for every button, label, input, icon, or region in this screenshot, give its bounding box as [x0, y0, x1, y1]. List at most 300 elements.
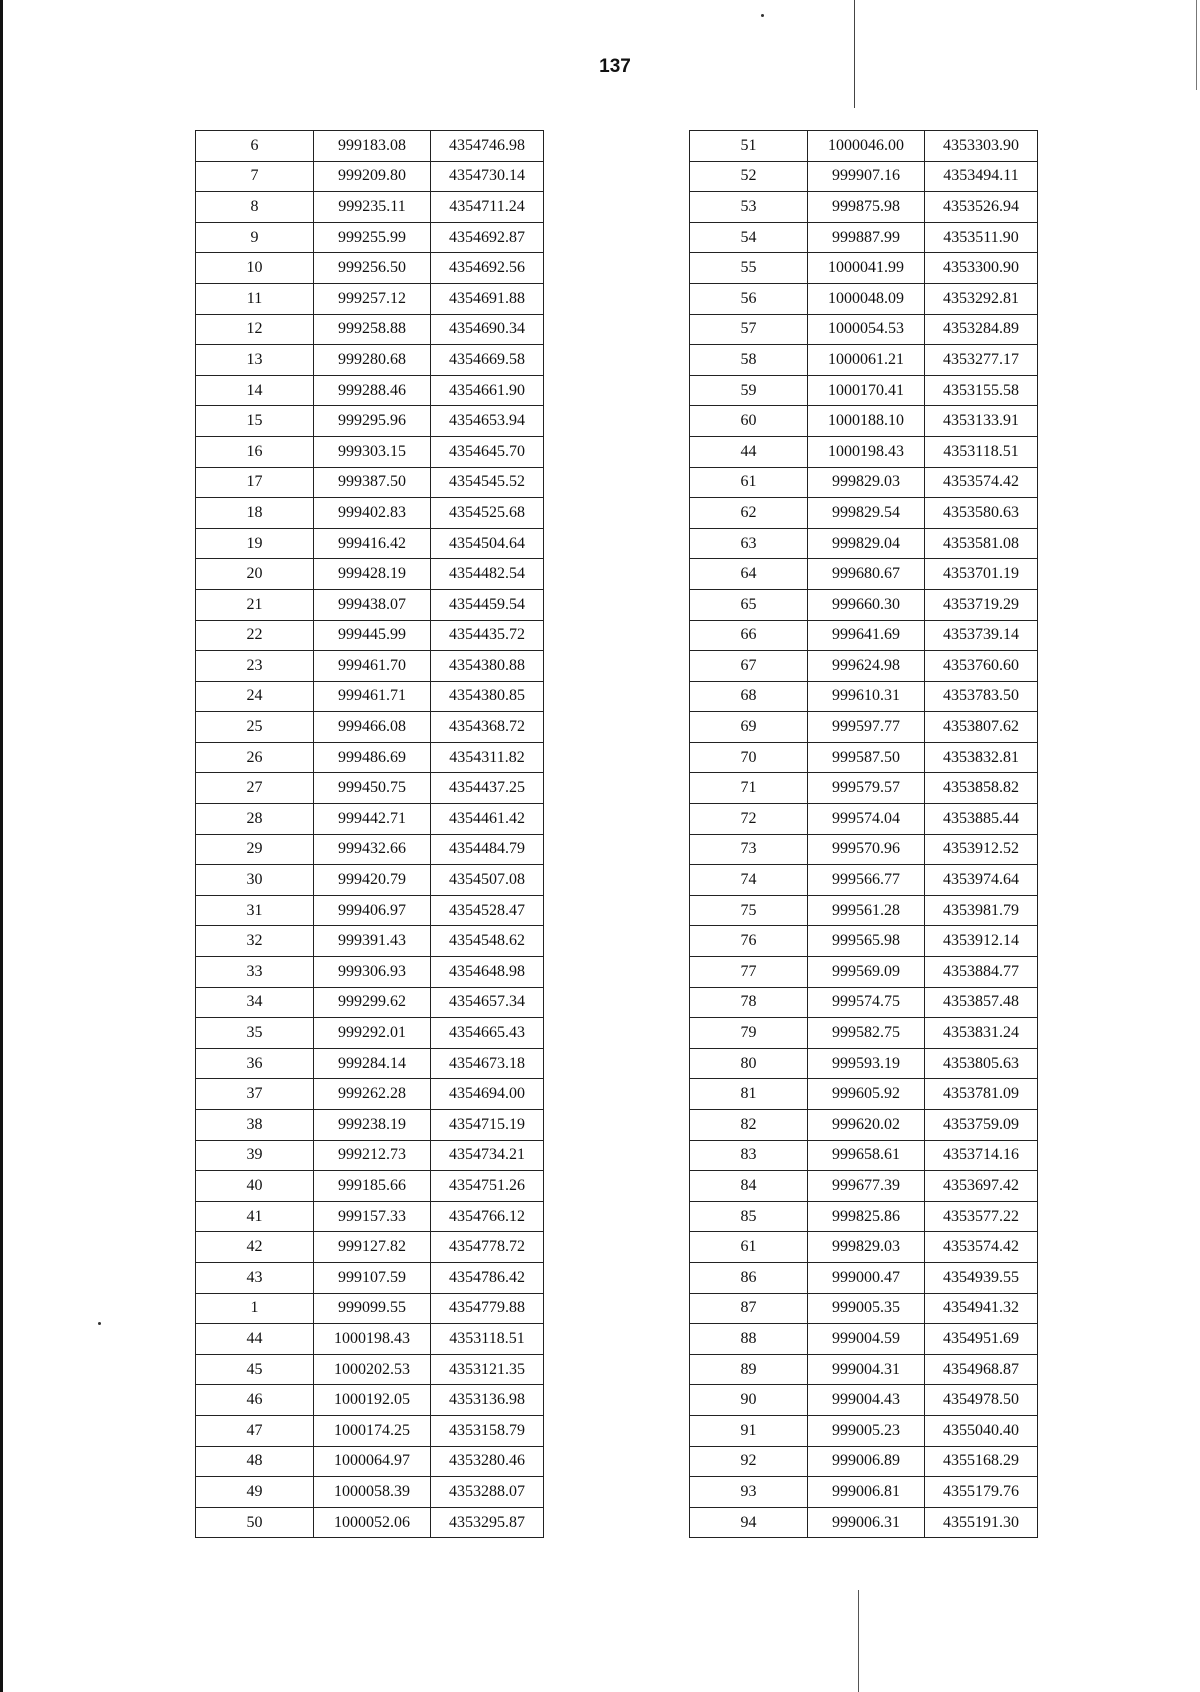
table-row	[690, 375, 1038, 406]
x-coordinate-cell: 999445.99	[314, 620, 431, 651]
x-coordinate-cell: 999256.50	[314, 253, 431, 284]
y-coordinate-cell: 4354648.98	[431, 957, 544, 988]
y-coordinate-cell: 4353912.52	[925, 834, 1038, 865]
y-coordinate-cell: 4353526.94	[925, 192, 1038, 223]
x-coordinate-cell: 999006.31	[808, 1507, 925, 1538]
y-coordinate-cell: 4353759.09	[925, 1110, 1038, 1141]
point-number-cell: 38	[196, 1110, 314, 1141]
point-number-cell: 49	[196, 1477, 314, 1508]
page-number: 137	[599, 56, 631, 77]
y-coordinate-cell: 4353884.77	[925, 957, 1038, 988]
y-coordinate-cell: 4354746.98	[431, 131, 544, 162]
table-row	[196, 345, 544, 376]
y-coordinate-cell: 4353295.87	[431, 1507, 544, 1538]
x-coordinate-cell: 999680.67	[808, 559, 925, 590]
point-number-cell: 68	[690, 681, 808, 712]
x-coordinate-cell: 999624.98	[808, 651, 925, 682]
table-row	[690, 131, 1038, 162]
table-row	[690, 804, 1038, 835]
scan-artifact-line	[1196, 0, 1197, 90]
x-coordinate-cell: 999257.12	[314, 283, 431, 314]
point-number-cell: 41	[196, 1201, 314, 1232]
table-row	[690, 681, 1038, 712]
x-coordinate-cell: 999825.86	[808, 1201, 925, 1232]
point-number-cell: 71	[690, 773, 808, 804]
x-coordinate-cell: 999006.89	[808, 1446, 925, 1477]
x-coordinate-cell: 999593.19	[808, 1048, 925, 1079]
y-coordinate-cell: 4353280.46	[431, 1446, 544, 1477]
x-coordinate-cell: 999461.71	[314, 681, 431, 712]
y-coordinate-cell: 4354653.94	[431, 406, 544, 437]
table-row	[196, 1018, 544, 1049]
x-coordinate-cell: 1000188.10	[808, 406, 925, 437]
y-coordinate-cell: 4353133.91	[925, 406, 1038, 437]
point-number-cell: 9	[196, 222, 314, 253]
point-number-cell: 37	[196, 1079, 314, 1110]
point-number-cell: 70	[690, 742, 808, 773]
table-row	[196, 865, 544, 896]
table-row	[690, 1201, 1038, 1232]
x-coordinate-cell: 999212.73	[314, 1140, 431, 1171]
x-coordinate-cell: 999235.11	[314, 192, 431, 223]
y-coordinate-cell: 4353697.42	[925, 1171, 1038, 1202]
x-coordinate-cell: 999432.66	[314, 834, 431, 865]
x-coordinate-cell: 1000046.00	[808, 131, 925, 162]
table-row	[690, 712, 1038, 743]
point-number-cell: 47	[196, 1415, 314, 1446]
point-number-cell: 34	[196, 987, 314, 1018]
y-coordinate-cell: 4354484.79	[431, 834, 544, 865]
table-row	[196, 1385, 544, 1416]
x-coordinate-cell: 999574.75	[808, 987, 925, 1018]
x-coordinate-cell: 999292.01	[314, 1018, 431, 1049]
table-row	[196, 1293, 544, 1324]
table-row	[690, 314, 1038, 345]
table-row	[196, 1354, 544, 1385]
x-coordinate-cell: 999099.55	[314, 1293, 431, 1324]
point-number-cell: 53	[690, 192, 808, 223]
table-row	[690, 834, 1038, 865]
table-row	[196, 436, 544, 467]
point-number-cell: 10	[196, 253, 314, 284]
coordinate-table-left-body	[196, 131, 544, 1538]
point-number-cell: 14	[196, 375, 314, 406]
point-number-cell: 8	[196, 192, 314, 223]
x-coordinate-cell: 999561.28	[808, 895, 925, 926]
x-coordinate-cell: 999183.08	[314, 131, 431, 162]
table-row	[196, 1446, 544, 1477]
table-row	[690, 406, 1038, 437]
x-coordinate-cell: 999579.57	[808, 773, 925, 804]
point-number-cell: 54	[690, 222, 808, 253]
point-number-cell: 11	[196, 283, 314, 314]
table-row	[196, 1232, 544, 1263]
y-coordinate-cell: 4354711.24	[431, 192, 544, 223]
x-coordinate-cell: 999565.98	[808, 926, 925, 957]
point-number-cell: 18	[196, 498, 314, 529]
x-coordinate-cell: 999875.98	[808, 192, 925, 223]
x-coordinate-cell: 1000048.09	[808, 283, 925, 314]
table-row	[690, 222, 1038, 253]
y-coordinate-cell: 4354978.50	[925, 1385, 1038, 1416]
point-number-cell: 29	[196, 834, 314, 865]
table-row	[690, 620, 1038, 651]
scan-edge-line	[0, 0, 3, 1692]
x-coordinate-cell: 999004.59	[808, 1324, 925, 1355]
y-coordinate-cell: 4354941.32	[925, 1293, 1038, 1324]
x-coordinate-cell: 999829.54	[808, 498, 925, 529]
point-number-cell: 17	[196, 467, 314, 498]
point-number-cell: 46	[196, 1385, 314, 1416]
y-coordinate-cell: 4354690.34	[431, 314, 544, 345]
table-row	[196, 957, 544, 988]
y-coordinate-cell: 4354461.42	[431, 804, 544, 835]
x-coordinate-cell: 999829.03	[808, 467, 925, 498]
x-coordinate-cell: 999000.47	[808, 1262, 925, 1293]
table-row	[690, 345, 1038, 376]
table-row	[690, 1048, 1038, 1079]
y-coordinate-cell: 4353574.42	[925, 467, 1038, 498]
table-row	[690, 1110, 1038, 1141]
point-number-cell: 66	[690, 620, 808, 651]
table-row	[690, 436, 1038, 467]
table-row	[690, 1446, 1038, 1477]
table-row	[196, 895, 544, 926]
point-number-cell: 62	[690, 498, 808, 529]
y-coordinate-cell: 4354778.72	[431, 1232, 544, 1263]
table-row	[690, 1354, 1038, 1385]
table-row	[196, 161, 544, 192]
x-coordinate-cell: 999004.43	[808, 1385, 925, 1416]
table-row	[196, 222, 544, 253]
table-row	[690, 895, 1038, 926]
y-coordinate-cell: 4354939.55	[925, 1262, 1038, 1293]
point-number-cell: 60	[690, 406, 808, 437]
x-coordinate-cell: 999620.02	[808, 1110, 925, 1141]
x-coordinate-cell: 999438.07	[314, 589, 431, 620]
x-coordinate-cell: 1000170.41	[808, 375, 925, 406]
table-row	[690, 192, 1038, 223]
scan-speck	[761, 14, 764, 17]
x-coordinate-cell: 999829.04	[808, 528, 925, 559]
x-coordinate-cell: 999255.99	[314, 222, 431, 253]
y-coordinate-cell: 4353494.11	[925, 161, 1038, 192]
y-coordinate-cell: 4353300.90	[925, 253, 1038, 284]
point-number-cell: 13	[196, 345, 314, 376]
table-row	[196, 742, 544, 773]
x-coordinate-cell: 999641.69	[808, 620, 925, 651]
table-row	[690, 1385, 1038, 1416]
table-row	[196, 131, 544, 162]
y-coordinate-cell: 4354657.34	[431, 987, 544, 1018]
point-number-cell: 61	[690, 467, 808, 498]
table-row	[196, 589, 544, 620]
scan-artifact-line	[858, 1590, 859, 1692]
table-row	[196, 712, 544, 743]
y-coordinate-cell: 4354437.25	[431, 773, 544, 804]
x-coordinate-cell: 999107.59	[314, 1262, 431, 1293]
x-coordinate-cell: 999486.69	[314, 742, 431, 773]
table-row	[196, 253, 544, 284]
point-number-cell: 67	[690, 651, 808, 682]
y-coordinate-cell: 4354311.82	[431, 742, 544, 773]
table-row	[690, 1018, 1038, 1049]
y-coordinate-cell: 4353574.42	[925, 1232, 1038, 1263]
point-number-cell: 7	[196, 161, 314, 192]
point-number-cell: 80	[690, 1048, 808, 1079]
table-row	[690, 1079, 1038, 1110]
x-coordinate-cell: 999391.43	[314, 926, 431, 957]
y-coordinate-cell: 4354435.72	[431, 620, 544, 651]
x-coordinate-cell: 999450.75	[314, 773, 431, 804]
x-coordinate-cell: 999157.33	[314, 1201, 431, 1232]
point-number-cell: 26	[196, 742, 314, 773]
point-number-cell: 44	[690, 436, 808, 467]
x-coordinate-cell: 999258.88	[314, 314, 431, 345]
x-coordinate-cell: 1000192.05	[314, 1385, 431, 1416]
x-coordinate-cell: 999461.70	[314, 651, 431, 682]
table-row	[690, 528, 1038, 559]
table-row	[690, 987, 1038, 1018]
y-coordinate-cell: 4354692.56	[431, 253, 544, 284]
y-coordinate-cell: 4353831.24	[925, 1018, 1038, 1049]
y-coordinate-cell: 4354715.19	[431, 1110, 544, 1141]
y-coordinate-cell: 4353781.09	[925, 1079, 1038, 1110]
table-row	[690, 773, 1038, 804]
y-coordinate-cell: 4353981.79	[925, 895, 1038, 926]
x-coordinate-cell: 999428.19	[314, 559, 431, 590]
table-row	[690, 651, 1038, 682]
y-coordinate-cell: 4354459.54	[431, 589, 544, 620]
point-number-cell: 45	[196, 1354, 314, 1385]
table-row	[196, 1262, 544, 1293]
x-coordinate-cell: 999005.23	[808, 1415, 925, 1446]
table-row	[690, 498, 1038, 529]
point-number-cell: 25	[196, 712, 314, 743]
table-row	[690, 1171, 1038, 1202]
coordinate-table-right	[689, 130, 1038, 1538]
point-number-cell: 82	[690, 1110, 808, 1141]
point-number-cell: 15	[196, 406, 314, 437]
point-number-cell: 63	[690, 528, 808, 559]
table-row	[690, 1140, 1038, 1171]
y-coordinate-cell: 4353832.81	[925, 742, 1038, 773]
point-number-cell: 51	[690, 131, 808, 162]
table-row	[196, 987, 544, 1018]
y-coordinate-cell: 4354525.68	[431, 498, 544, 529]
y-coordinate-cell: 4353701.19	[925, 559, 1038, 590]
point-number-cell: 30	[196, 865, 314, 896]
x-coordinate-cell: 1000064.97	[314, 1446, 431, 1477]
x-coordinate-cell: 999209.80	[314, 161, 431, 192]
point-number-cell: 31	[196, 895, 314, 926]
point-number-cell: 21	[196, 589, 314, 620]
x-coordinate-cell: 999466.08	[314, 712, 431, 743]
y-coordinate-cell: 4353118.51	[431, 1324, 544, 1355]
point-number-cell: 57	[690, 314, 808, 345]
x-coordinate-cell: 999582.75	[808, 1018, 925, 1049]
y-coordinate-cell: 4354779.88	[431, 1293, 544, 1324]
table-row	[196, 467, 544, 498]
y-coordinate-cell: 4354951.69	[925, 1324, 1038, 1355]
point-number-cell: 32	[196, 926, 314, 957]
x-coordinate-cell: 999660.30	[808, 589, 925, 620]
x-coordinate-cell: 999004.31	[808, 1354, 925, 1385]
y-coordinate-cell: 4354507.08	[431, 865, 544, 896]
y-coordinate-cell: 4354380.85	[431, 681, 544, 712]
x-coordinate-cell: 999907.16	[808, 161, 925, 192]
y-coordinate-cell: 4353714.16	[925, 1140, 1038, 1171]
table-row	[690, 1293, 1038, 1324]
point-number-cell: 91	[690, 1415, 808, 1446]
y-coordinate-cell: 4353807.62	[925, 712, 1038, 743]
y-coordinate-cell: 4353292.81	[925, 283, 1038, 314]
y-coordinate-cell: 4353288.07	[431, 1477, 544, 1508]
x-coordinate-cell: 999574.04	[808, 804, 925, 835]
table-row	[690, 1262, 1038, 1293]
table-row	[196, 1110, 544, 1141]
y-coordinate-cell: 4354692.87	[431, 222, 544, 253]
y-coordinate-cell: 4353857.48	[925, 987, 1038, 1018]
table-row	[196, 681, 544, 712]
y-coordinate-cell: 4354673.18	[431, 1048, 544, 1079]
table-row	[196, 1507, 544, 1538]
point-number-cell: 90	[690, 1385, 808, 1416]
table-row	[196, 834, 544, 865]
table-row	[196, 406, 544, 437]
table-row	[690, 1507, 1038, 1538]
table-row	[196, 1415, 544, 1446]
point-number-cell: 64	[690, 559, 808, 590]
point-number-cell: 19	[196, 528, 314, 559]
point-number-cell: 89	[690, 1354, 808, 1385]
x-coordinate-cell: 1000058.39	[314, 1477, 431, 1508]
table-row	[690, 467, 1038, 498]
table-row	[690, 161, 1038, 192]
table-row	[196, 1048, 544, 1079]
x-coordinate-cell: 999306.93	[314, 957, 431, 988]
x-coordinate-cell: 1000061.21	[808, 345, 925, 376]
x-coordinate-cell: 999262.28	[314, 1079, 431, 1110]
x-coordinate-cell: 999006.81	[808, 1477, 925, 1508]
table-row	[196, 1324, 544, 1355]
x-coordinate-cell: 999284.14	[314, 1048, 431, 1079]
x-coordinate-cell: 999238.19	[314, 1110, 431, 1141]
point-number-cell: 79	[690, 1018, 808, 1049]
x-coordinate-cell: 1000198.43	[808, 436, 925, 467]
y-coordinate-cell: 4354669.58	[431, 345, 544, 376]
x-coordinate-cell: 999402.83	[314, 498, 431, 529]
table-row	[690, 283, 1038, 314]
x-coordinate-cell: 1000041.99	[808, 253, 925, 284]
point-number-cell: 33	[196, 957, 314, 988]
x-coordinate-cell: 999127.82	[314, 1232, 431, 1263]
y-coordinate-cell: 4353136.98	[431, 1385, 544, 1416]
x-coordinate-cell: 999829.03	[808, 1232, 925, 1263]
table-row	[690, 559, 1038, 590]
y-coordinate-cell: 4353739.14	[925, 620, 1038, 651]
point-number-cell: 59	[690, 375, 808, 406]
point-number-cell: 75	[690, 895, 808, 926]
point-number-cell: 85	[690, 1201, 808, 1232]
table-row	[196, 375, 544, 406]
table-row	[196, 926, 544, 957]
scan-speck	[98, 1322, 101, 1325]
y-coordinate-cell: 4354766.12	[431, 1201, 544, 1232]
point-number-cell: 93	[690, 1477, 808, 1508]
point-number-cell: 92	[690, 1446, 808, 1477]
x-coordinate-cell: 999442.71	[314, 804, 431, 835]
y-coordinate-cell: 4355179.76	[925, 1477, 1038, 1508]
point-number-cell: 1	[196, 1293, 314, 1324]
y-coordinate-cell: 4354661.90	[431, 375, 544, 406]
y-coordinate-cell: 4353580.63	[925, 498, 1038, 529]
point-number-cell: 43	[196, 1262, 314, 1293]
x-coordinate-cell: 1000202.53	[314, 1354, 431, 1385]
x-coordinate-cell: 999658.61	[808, 1140, 925, 1171]
table-row	[196, 559, 544, 590]
point-number-cell: 35	[196, 1018, 314, 1049]
y-coordinate-cell: 4354751.26	[431, 1171, 544, 1202]
point-number-cell: 27	[196, 773, 314, 804]
point-number-cell: 78	[690, 987, 808, 1018]
y-coordinate-cell: 4354504.64	[431, 528, 544, 559]
point-number-cell: 22	[196, 620, 314, 651]
x-coordinate-cell: 999597.77	[808, 712, 925, 743]
table-row	[690, 589, 1038, 620]
point-number-cell: 50	[196, 1507, 314, 1538]
point-number-cell: 84	[690, 1171, 808, 1202]
point-number-cell: 12	[196, 314, 314, 345]
table-row	[196, 773, 544, 804]
point-number-cell: 16	[196, 436, 314, 467]
x-coordinate-cell: 999295.96	[314, 406, 431, 437]
table-row	[196, 528, 544, 559]
y-coordinate-cell: 4354548.62	[431, 926, 544, 957]
y-coordinate-cell: 4354380.88	[431, 651, 544, 682]
point-number-cell: 74	[690, 865, 808, 896]
y-coordinate-cell: 4353121.35	[431, 1354, 544, 1385]
point-number-cell: 94	[690, 1507, 808, 1538]
x-coordinate-cell: 999605.92	[808, 1079, 925, 1110]
point-number-cell: 36	[196, 1048, 314, 1079]
x-coordinate-cell: 999416.42	[314, 528, 431, 559]
y-coordinate-cell: 4353577.22	[925, 1201, 1038, 1232]
y-coordinate-cell: 4353158.79	[431, 1415, 544, 1446]
y-coordinate-cell: 4354968.87	[925, 1354, 1038, 1385]
point-number-cell: 42	[196, 1232, 314, 1263]
point-number-cell: 24	[196, 681, 314, 712]
point-number-cell: 81	[690, 1079, 808, 1110]
table-row	[196, 1079, 544, 1110]
coordinate-table-right-body	[690, 131, 1038, 1538]
y-coordinate-cell: 4354665.43	[431, 1018, 544, 1049]
point-number-cell: 77	[690, 957, 808, 988]
table-row	[196, 620, 544, 651]
x-coordinate-cell: 999185.66	[314, 1171, 431, 1202]
y-coordinate-cell: 4353912.14	[925, 926, 1038, 957]
y-coordinate-cell: 4354786.42	[431, 1262, 544, 1293]
x-coordinate-cell: 999887.99	[808, 222, 925, 253]
x-coordinate-cell: 999280.68	[314, 345, 431, 376]
point-number-cell: 69	[690, 712, 808, 743]
point-number-cell: 88	[690, 1324, 808, 1355]
x-coordinate-cell: 999406.97	[314, 895, 431, 926]
x-coordinate-cell: 999299.62	[314, 987, 431, 1018]
point-number-cell: 58	[690, 345, 808, 376]
x-coordinate-cell: 999677.39	[808, 1171, 925, 1202]
x-coordinate-cell: 999566.77	[808, 865, 925, 896]
